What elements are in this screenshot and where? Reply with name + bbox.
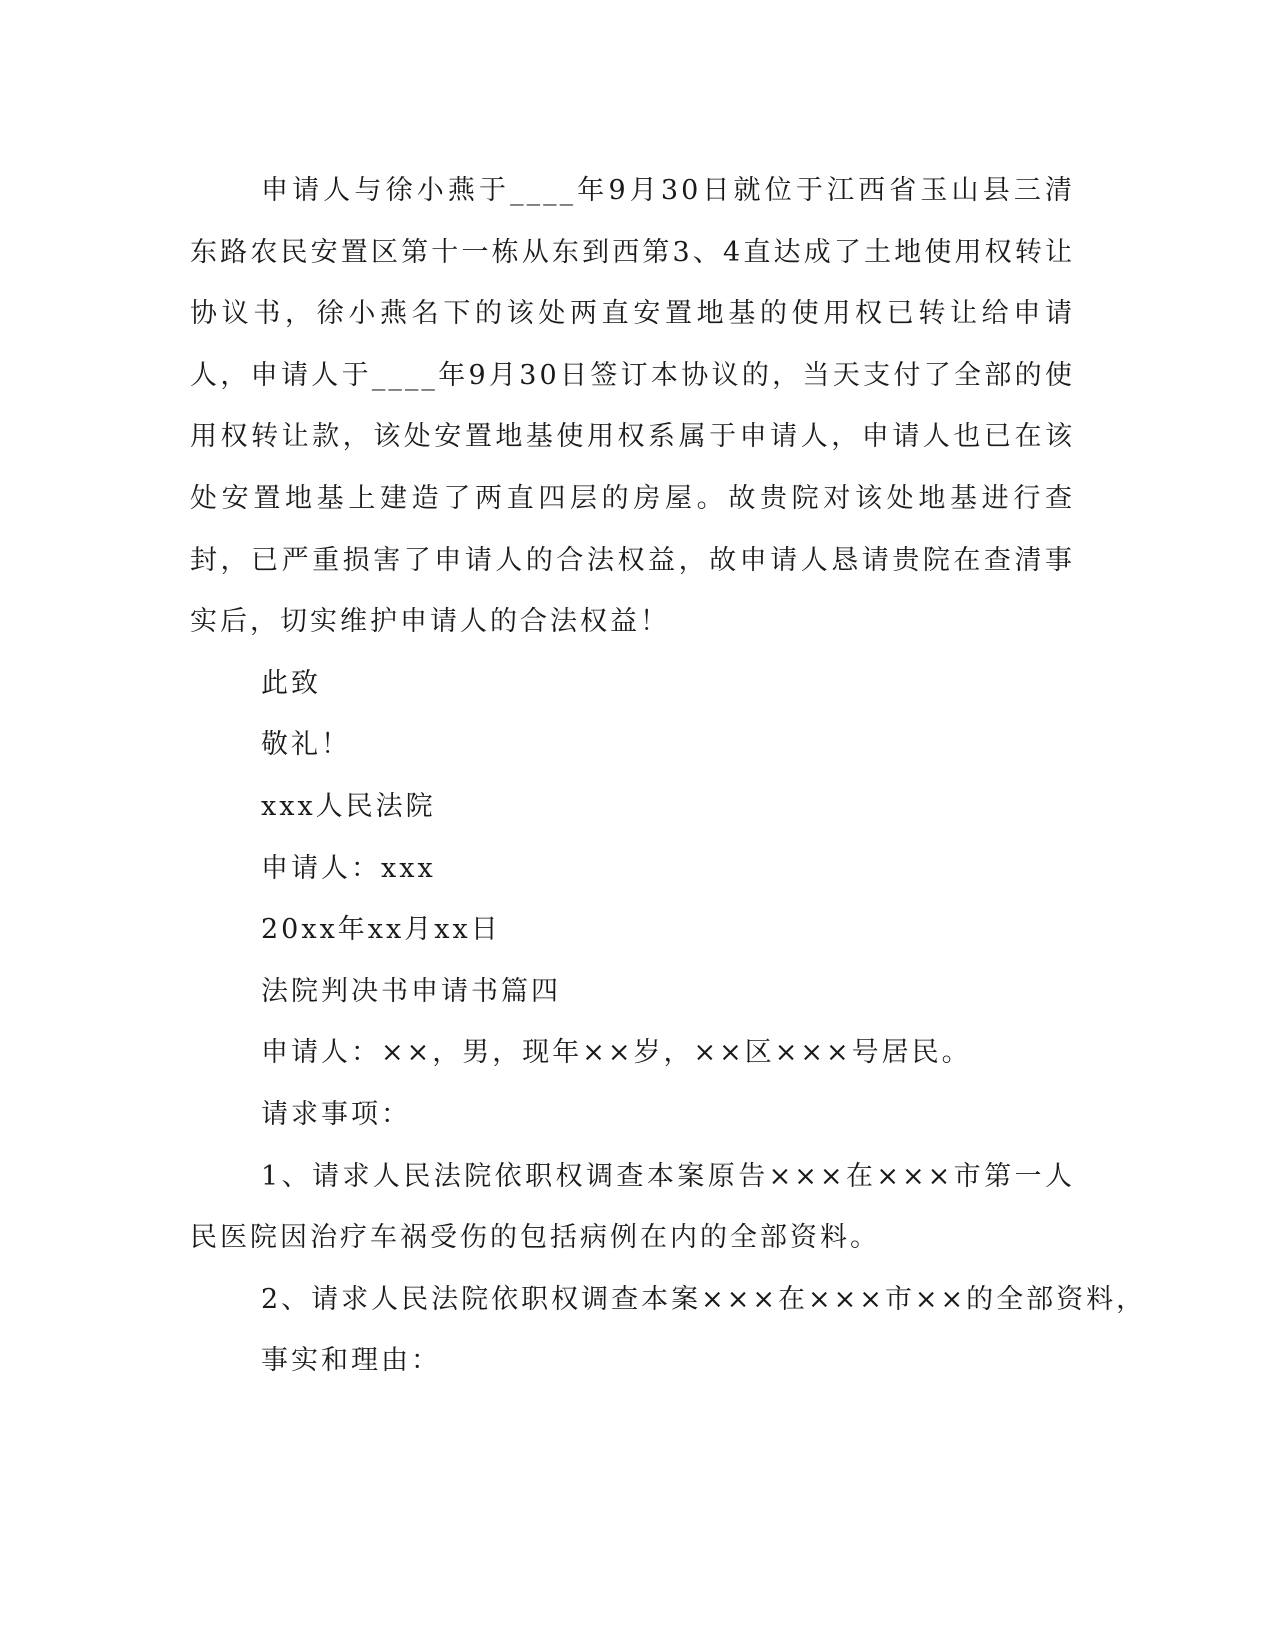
document-date: 20xx年xx月xx日	[261, 914, 501, 946]
recipient-court: xxx人民法院	[261, 790, 436, 822]
request-item-1: 1、请求人民法院依职权调查本案原告×××在×××市第一人民医院因治疗车祸受伤的包括病例在内的全部资料。	[190, 1160, 1075, 1254]
applicant-signature: 申请人：xxx	[261, 852, 436, 884]
section-title: 法院判决书申请书篇四	[261, 975, 561, 1007]
facts-heading: 事实和理由：	[261, 1345, 441, 1377]
applicant-info: 申请人：××，男，现年××岁，××区×××号居民。	[261, 1037, 972, 1069]
salutation-line: 此致	[261, 667, 321, 699]
document-body	[190, 160, 1147, 1392]
requests-heading: 请求事项：	[261, 1098, 411, 1130]
body-paragraph-land-transfer: 申请人与徐小燕于____年9月30日就位于江西省玉山县三清东路农民安置区第十一栋从东到西第3、4直达成了土地使用权转让协议书，徐小燕名下的该处两直安置地基的使用权已转让给申请人，申请人于____年9月30日签订本协议的，当天支付了全部的使用权转让款，该处安置地基使用权系属于申请人，申请人也已在该处安置地基上建造了两直四层的房屋。故贵院对该处地基进行查封，已严重损害了申请人的合法权益，故申请人恳请贵院在查清事实后，切实维护申请人的合法权益！	[190, 175, 1075, 638]
request-item-2: 2、请求人民法院依职权调查本案×××在×××市××的全部资料，	[261, 1283, 1147, 1315]
regards-line: 敬礼！	[261, 729, 351, 761]
